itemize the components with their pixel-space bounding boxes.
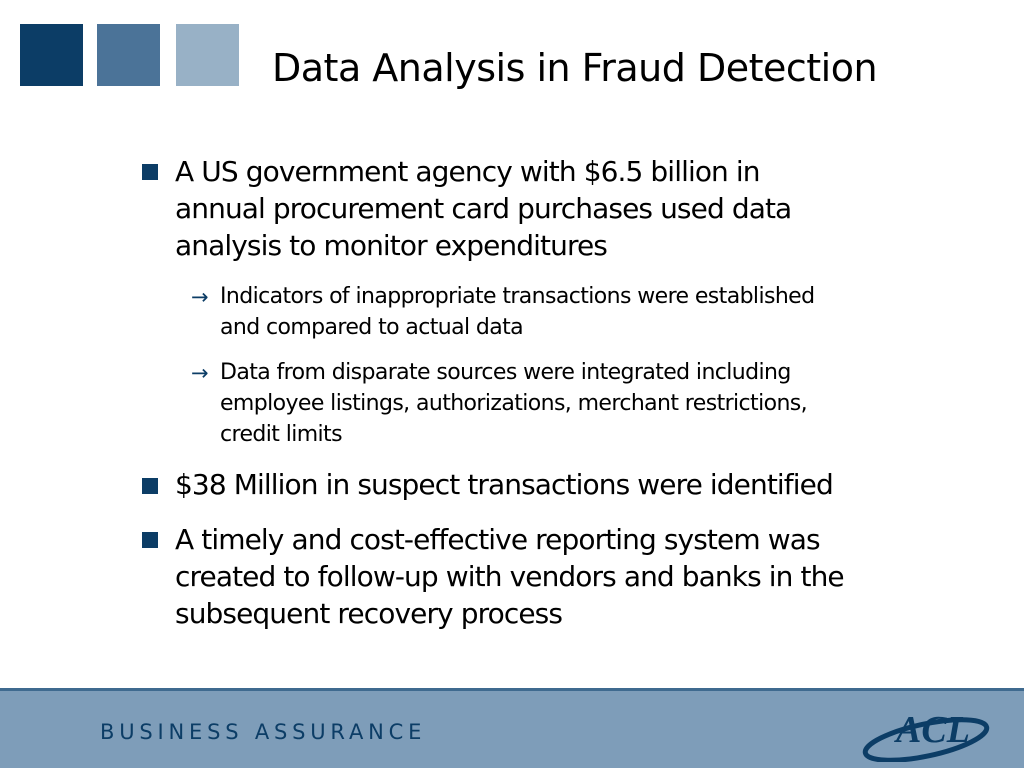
acl-logo-text: ACL [896,709,970,751]
header-square-medium [97,24,160,86]
footer-label: BUSINESS ASSURANCE [100,720,427,744]
acl-logo [860,698,1000,762]
header-square-light [176,24,239,86]
square-bullet-icon [142,164,158,180]
bullet-text-1: A US government agency with $6.5 billion in annual procurement card purchases used data analysis to monitor expenditures [175,155,792,262]
slide-title: Data Analysis in Fraud Detection [272,46,878,90]
arrow-right-icon: → [191,285,209,309]
footer-divider [0,688,1024,691]
square-bullet-icon [142,478,158,494]
arrow-right-icon: → [191,361,209,385]
square-bullet-icon [142,532,158,548]
sub-bullet-text-1: Indicators of inappropriate transactions were established and compared to actual data [220,284,815,340]
header-square-dark [20,24,83,86]
bullet-text-2: $38 Million in suspect transactions were identified [175,468,833,501]
bullet-text-3: A timely and cost-effective reporting system was created to follow-up with vendors and banks in the subsequent recovery process [175,523,844,630]
sub-bullet-text-2: Data from disparate sources were integrated including employee listings, authorizations, merchant restrictions, credit limits [220,360,808,447]
